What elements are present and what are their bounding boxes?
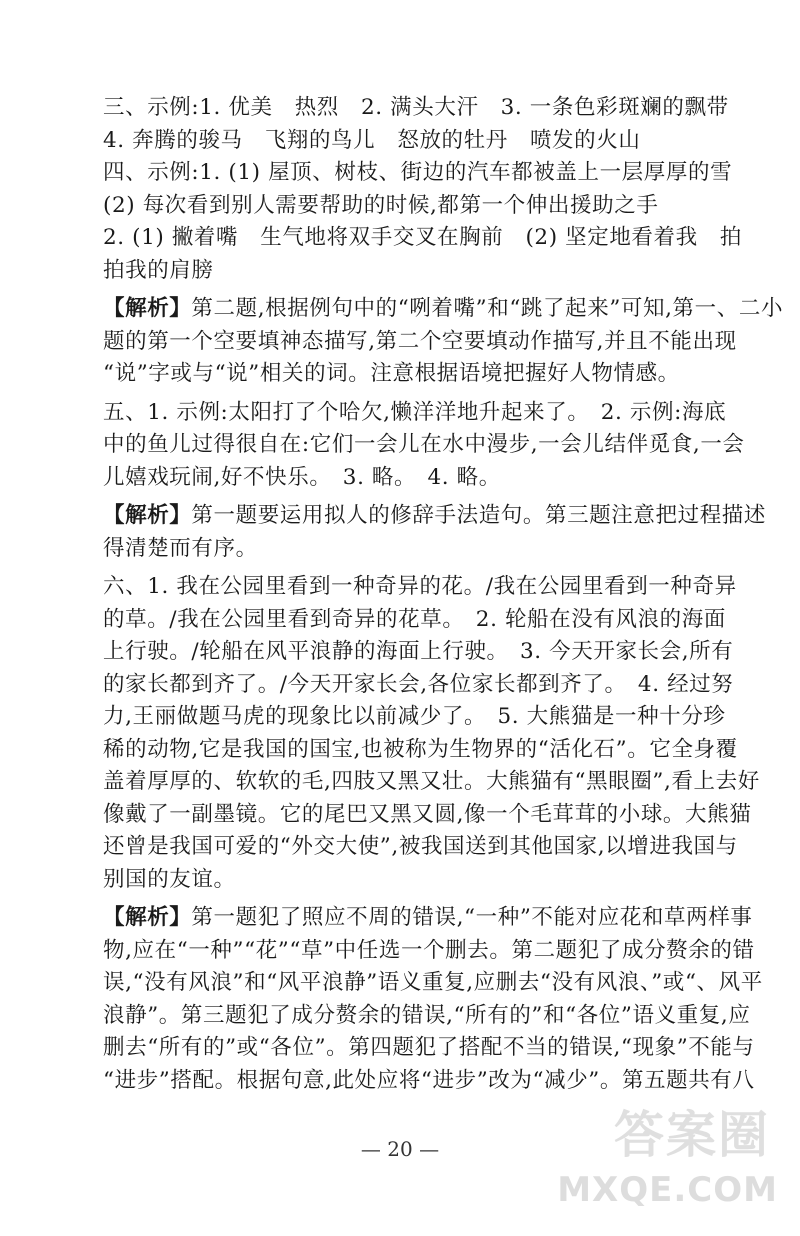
text-line: 稀的动物,它是我国的国宝,也被称为生物界的“活化石”。它全身覆	[103, 736, 738, 762]
text-line: 浪静”。第三题犯了成分赘余的错误,“所有的”和“各位”语义重复,应	[103, 1002, 751, 1028]
text-line: 上行驶。/轮船在风平浪静的海面上行驶。 3. 今天开家长会,所有	[103, 639, 734, 664]
analysis-text: 第二题,根据例句中的“咧着嘴”和“跳了起来”可知,第一、二小	[191, 296, 784, 321]
text-line: 四、示例:1. (1) 屋顶、树枝、街边的汽车都被盖上一层厚厚的雪	[103, 160, 733, 185]
watermark	[557, 1095, 778, 1210]
analysis-line	[103, 500, 767, 533]
analysis-line	[103, 293, 784, 326]
analysis-tag: 【解析】	[103, 905, 192, 930]
watermark-logo: 答案圈	[614, 1106, 770, 1164]
text-line: 的家长都到齐了。/今天开家长会,各位家长都到齐了。 4. 经过努	[103, 671, 734, 697]
watermark-url: MXQE.COM	[557, 1170, 778, 1210]
analysis-text: 第一题要运用拟人的修辞手法造句。第三题注意把过程描述	[191, 503, 767, 528]
text-line: 儿嬉戏玩闹,好不快乐。 3. 略。 4. 略。	[103, 464, 501, 490]
text-line: 拍我的肩膀	[103, 257, 214, 283]
analysis-text: 第一题犯了照应不周的错误,“一种”不能对应花和草两样事	[191, 905, 753, 930]
page-number: — 20 —	[360, 1137, 440, 1161]
text-line: 五、1. 示例:太阳打了个哈欠,懒洋洋地升起来了。 2. 示例:海底	[103, 399, 727, 425]
text-line: “进步”搭配。根据句意,此处应将“进步”改为“减少”。第五题共有八	[103, 1067, 755, 1093]
text-line: 题的第一个空要填神态描写,第二个空要填动作描写,并且不能出现	[103, 328, 737, 354]
text-line: 物,应在“一种”“花”“草”中任选一个删去。第二题犯了成分赘余的错	[103, 937, 755, 963]
text-line: 力,王丽做题马虎的现象比以前减少了。 5. 大熊猫是一种十分珍	[103, 704, 726, 729]
analysis-tag: 【解析】	[103, 503, 192, 528]
analysis-tag: 【解析】	[103, 296, 192, 321]
text-line: 还曾是我国可爱的“外交大使”,被我国送到其他国家,以增进我国与	[103, 834, 738, 859]
text-line: 2. (1) 撇着嘴 生气地将双手交叉在胸前 (2) 坚定地看着我 拍	[103, 225, 742, 250]
text-line: 中的鱼儿过得很自在:它们一会儿在水中漫步,一会儿结伴觅食,一会	[103, 432, 745, 457]
text-line: 删去“所有的”或“各位”。第四题犯了搭配不当的错误,“现象”不能与	[103, 1035, 755, 1060]
text-line: “说”字或与“说”相关的词。注意根据语境把握好人物情感。	[103, 361, 680, 386]
text-line: (2) 每次看到别人需要帮助的时候,都第一个伸出援助之手	[103, 192, 659, 218]
text-line: 盖着厚厚的、软软的毛,四肢又黑又壮。大熊猫有“黑眼圈”,看上去好	[103, 769, 760, 794]
answer-text-block	[103, 92, 784, 1097]
text-line: 4. 奔腾的骏马 飞翔的鸟儿 怒放的牡丹 喷发的火山	[103, 127, 641, 153]
text-line: 像戴了一副墨镜。它的尾巴又黑又圆,像一个毛茸茸的小球。大熊猫	[103, 801, 752, 827]
text-line: 别国的友谊。	[103, 866, 236, 892]
text-line: 误,“没有风浪”和“风平浪静”语义重复,应删去“没有风浪、”或“、风平	[103, 970, 763, 995]
text-line: 得清楚而有序。	[103, 535, 258, 561]
text-line: 三、示例:1. 优美 热烈 2. 满头大汗 3. 一条色彩斑斓的飘带	[103, 95, 729, 120]
analysis-line	[103, 902, 753, 935]
text-line: 六、1. 我在公园里看到一种奇异的花。/我在公园里看到一种奇异	[103, 574, 737, 599]
text-line: 的草。/我在公园里看到奇异的花草。 2. 轮船在没有风浪的海面	[103, 606, 726, 632]
